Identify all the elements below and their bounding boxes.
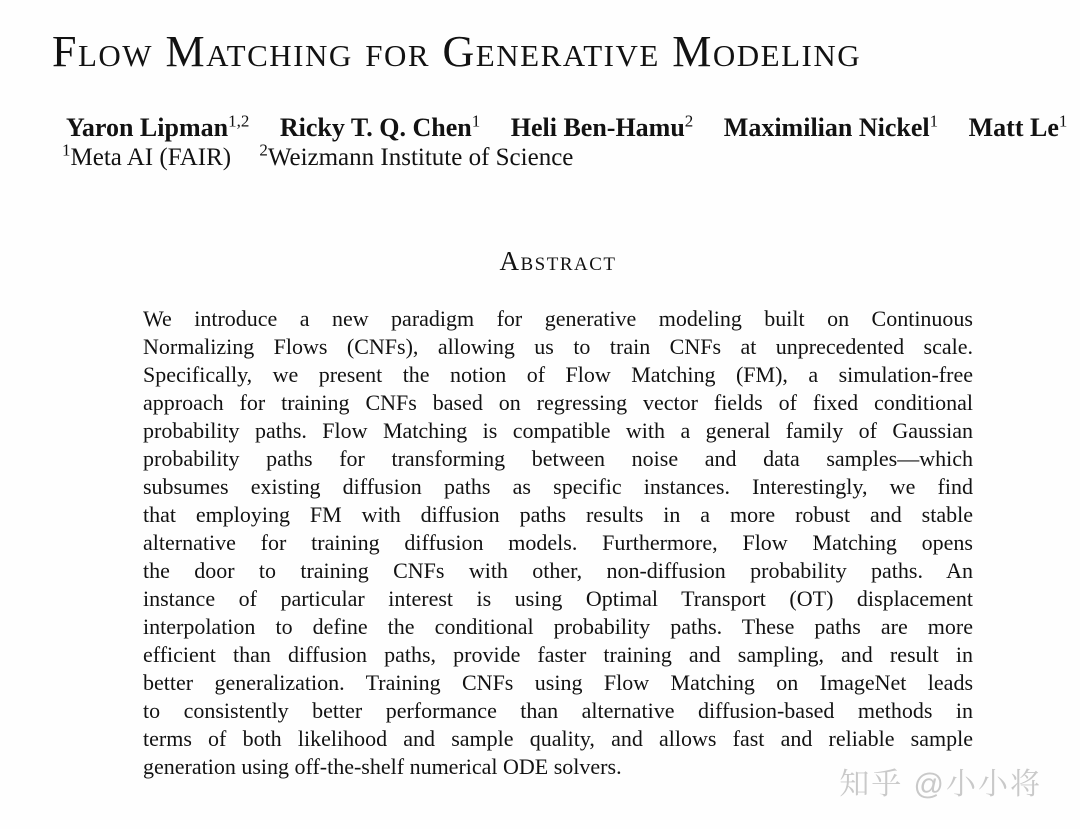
abstract-heading: Abstract [499,246,617,276]
author [280,113,480,142]
author-affil-sup: 1 [1058,111,1068,131]
abstract-line: generation using off-the-shelf numerical ODE solvers. [143,754,622,779]
abstract-line: the door to training CNFs with other, non-diffusion probability paths. An [143,558,973,583]
author-affil-sup: 1,2 [228,111,250,131]
abstract-body [143,305,973,781]
abstract-line: probability paths. Flow Matching is compatible with a general family of Gaussian [143,418,973,443]
author-affil-sup: 2 [684,111,694,131]
author [724,113,938,142]
abstract-section [143,246,973,781]
abstract-line: Specifically, we present the notion of Flow Matching (FM), a simulation-free [143,362,973,387]
abstract-line: to consistently better performance than alternative diffusion-based methods in [143,698,973,723]
abstract-line: We introduce a new paradigm for generative modeling built on Continuous [143,306,973,331]
abstract-line: instance of particular interest is using Optimal Transport (OT) displacement [143,586,973,611]
author [969,113,1068,142]
abstract-line: approach for training CNFs based on regressing vector fields of fixed conditional [143,390,973,415]
affiliation [259,140,574,171]
abstract-line: that employing FM with diffusion paths results in a more robust and stable [143,502,973,527]
affiliation-sup: 2 [259,140,268,160]
abstract-line: probability paths for transforming between noise and data samples—which [143,446,973,471]
affiliation-line [0,140,1080,172]
abstract-line: interpolation to define the conditional probability paths. These paths are more [143,614,973,639]
affiliation-sup: 1 [62,140,71,160]
author-name: Matt Le [968,113,1059,142]
paper-title: Flow Matching for Generative Modeling [52,27,862,76]
author [66,113,249,142]
author-name: Yaron Lipman [66,113,229,142]
author-affil-sup: 1 [471,111,481,131]
author-affil-sup: 1 [929,111,939,131]
affiliation [62,140,232,171]
author-name: Maximilian Nickel [723,113,930,142]
abstract-line: alternative for training diffusion models. Furthermore, Flow Matching opens [143,530,973,555]
author [511,113,694,142]
affiliation-name: Meta AI (FAIR) [70,144,232,171]
abstract-line: terms of both likelihood and sample quality, and allows fast and reliable sample [143,726,973,751]
author-name: Ricky T. Q. Chen [279,113,472,142]
author-line [0,113,1080,143]
abstract-line: efficient than diffusion paths, provide faster training and sampling, and result in [143,642,973,667]
author-name: Heli Ben-Hamu [510,113,685,142]
zhihu-watermark: 知乎 @小小将 [839,768,1042,801]
affiliation-name: Weizmann Institute of Science [267,144,574,171]
abstract-line: better generalization. Training CNFs using Flow Matching on ImageNet leads [143,670,973,695]
abstract-line: Normalizing Flows (CNFs), allowing us to train CNFs at unprecedented scale. [143,334,973,359]
abstract-line: subsumes existing diffusion paths as specific instances. Interestingly, we find [143,474,973,499]
